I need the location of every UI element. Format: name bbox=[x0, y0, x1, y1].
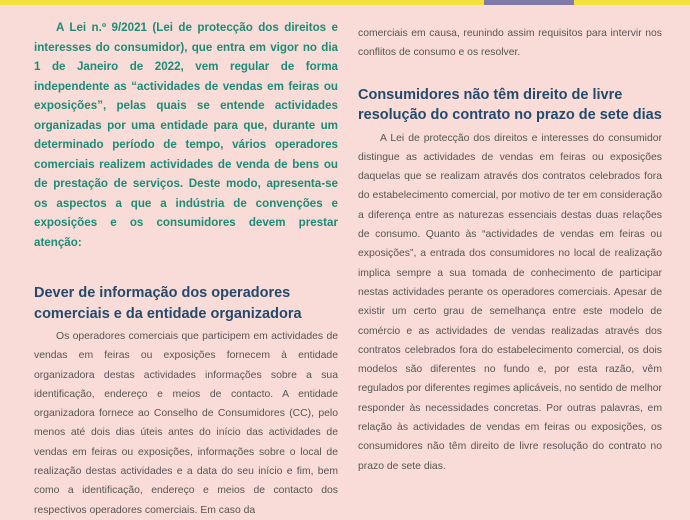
intro-paragraph: A Lei n.º 9/2021 (Lei de protecção dos direitos e interesses do consumidor), que entra em vigor no dia 1 de Janeiro de 2022, vem regular de forma independente as “actividades de vendas em feiras ou exposições”, pelas quais se entende actividades organizadas por uma entidade para que, durante um determinado período de tempo, vários operadores comerciais realizem actividades de venda de bens ou de prestação de serviços. Deste modo, apresenta-se os aspectos a que a indústria de convenções e exposições e os consumidores devem prestar atenção: bbox=[34, 21, 338, 249]
right-column bbox=[358, 24, 662, 476]
top-yellow-bar bbox=[0, 0, 690, 5]
section-heading-no-withdrawal-right: Consumidores não têm direito de livre resolução do contrato no prazo de sete dias bbox=[358, 86, 662, 124]
top-purple-accent bbox=[484, 0, 574, 5]
section-body-no-withdrawal-right: A Lei de protecção dos direitos e interesses do consumidor distingue as actividades de vendas em feiras ou exposições daquelas que se realizam através dos contratos celebrados fora do estabelecimento comercial, por motivo de ter em consideração a diferença entre as naturezas essenciais destas duas relações de consumo. Quanto às “actividades de vendas em feiras ou exposições”, a entrada dos consumidores no local de realização implica sempre a sua tomada de conhecimento de participar nestas actividades perante os operadores comerciais. Apesar de existir um certo grau de semelhança entre este modelo de comércio e as actividades de vendas realizadas através dos contratos celebrados fora do estabelecimento comercial, os dois modelos são diferentes no fundo e, por esta razão, vêm regulados por diferentes regimes aplicáveis, no sentido de melhor responder às necessidades concretas. Por outras palavras, em relação às actividades de vendas em feiras ou exposições, os consumidores não têm direito de livre resolução do contrato no prazo de sete dias. bbox=[358, 132, 662, 472]
left-column bbox=[34, 18, 338, 520]
section-heading-information-duty: Dever de informação dos operadores comerciais e da entidade organizadora bbox=[34, 285, 302, 322]
continued-paragraph: comerciais em causa, reunindo assim requisitos para intervir nos conflitos de consumo e os resolver. bbox=[358, 28, 662, 59]
section-body-information-duty: Os operadores comerciais que participem em actividades de vendas em feiras ou exposições fornecem à entidade organizadora destas actividades informações sobre a sua identificação, endereço e meios de contacto. A entidade organizadora fornece ao Conselho de Consumidores (CC), pelo menos até dois dias úteis antes do início das actividades de vendas em feiras ou exposições, informações sobre o local de realização destas actividades e a data do seu início e fim, bem como a identificação, endereço e meios de contacto dos respectivos operadores comerciais. Em caso da bbox=[34, 331, 338, 516]
